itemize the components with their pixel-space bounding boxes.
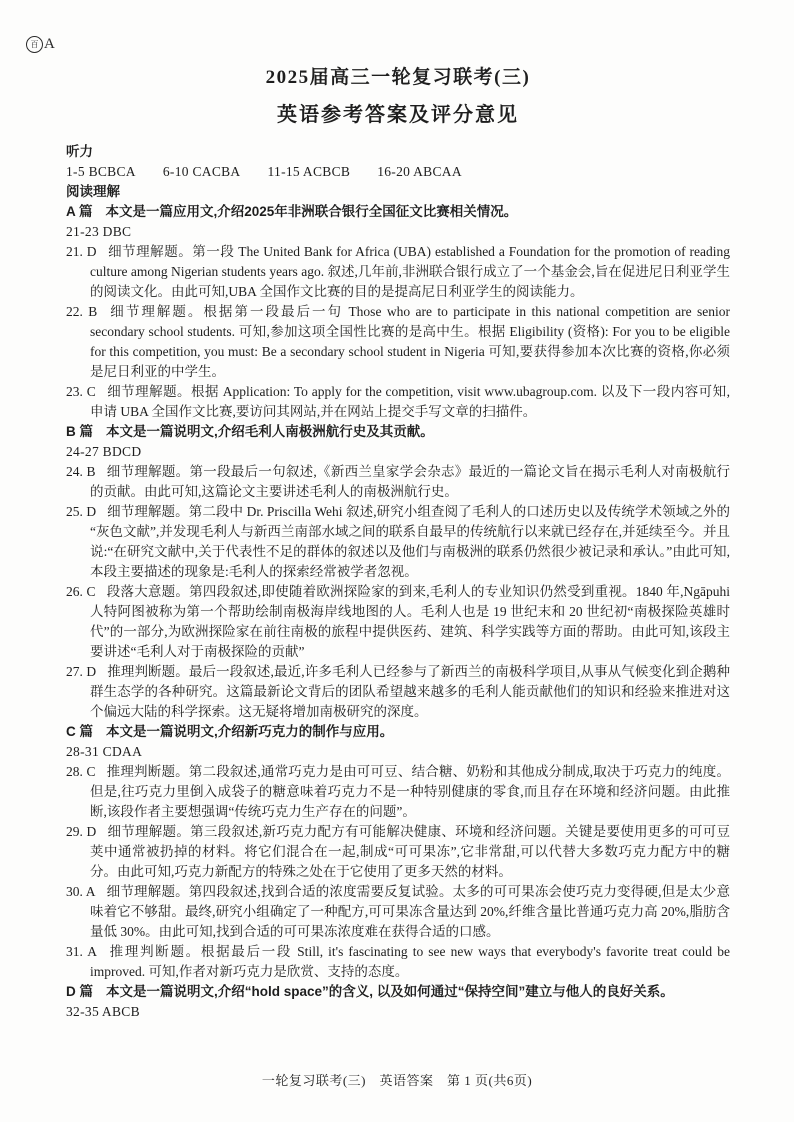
explanation-item: [66, 762, 730, 822]
explanation-item: [66, 942, 730, 982]
passage-summary: [66, 202, 730, 222]
answer-range: 28-31 CDAA: [66, 744, 143, 759]
answer-range: 21-23 DBC: [66, 224, 132, 239]
section-heading: 阅读理解: [66, 184, 120, 199]
passage-label: B 篇: [66, 424, 93, 439]
explanation-item: [66, 662, 730, 722]
answer-sheet-subtitle: 英语参考答案及评分意见: [277, 104, 519, 126]
item-number-answer: 23. C: [66, 384, 96, 399]
item-number-answer: 26. C: [66, 584, 96, 599]
item-number-answer: 24. B: [66, 464, 96, 479]
item-number-answer: 30. A: [66, 884, 96, 899]
logo-circle-icon: 百: [26, 36, 43, 53]
explanation-item: [66, 582, 730, 662]
item-explanation-text: 细节理解题。根据 Application: To apply for the competition, visit www.ubagroup.com. 以及下一段内容可知,申请 UBA 全国作文比赛,要访问其网站,并在网站上提交手写文章的扫描件。: [90, 384, 730, 419]
passage-summary: [66, 422, 730, 442]
answer-key-line: [66, 1002, 730, 1022]
answer-range: 16-20 ABCAA: [377, 164, 462, 179]
answer-range: 1-5 BCBCA: [66, 164, 136, 179]
answer-key-line: [66, 222, 730, 242]
passage-text: 本文是一篇说明文,介绍“hold space”的含义, 以及如何通过“保持空间”建立与他人的良好关系。: [106, 984, 674, 999]
item-number-answer: 21. D: [66, 244, 97, 259]
document-body: [66, 142, 730, 1022]
item-explanation-text: 细节理解题。第一段 The United Bank for Africa (UBA) established a Foundation for the promotion of reading culture among Nigerian students years ago. 叙述,几年前,非洲联合银行成立了一个基金会,旨在促进尼日利亚学生的阅读文化。由此可知,UBA 全国作文比赛的目的是提高尼日利亚学生的阅读能力。: [90, 244, 731, 299]
answer-key-line: [66, 162, 730, 182]
explanation-item: [66, 382, 730, 422]
passage-label: D 篇: [66, 984, 93, 999]
item-explanation-text: 推理判断题。根据最后一段 Still, it's fascinating to see new ways that everybody's favorite treat could be improved. 可知,作者对新巧克力是欣赏、支持的态度。: [90, 944, 730, 979]
section-heading: 听力: [66, 144, 93, 159]
answer-range: 24-27 BDCD: [66, 444, 142, 459]
answer-key-line: [66, 442, 730, 462]
passage-summary: [66, 722, 730, 742]
item-explanation-text: 细节理解题。第二段中 Dr. Priscilla Wehi 叙述,研究小组查阅了毛利人的口述历史以及传统学术领域之外的“灰色文献”,并发现毛利人与新西兰南部水域之间的联系自最早的传统航行以来就已经存在,并延续至今。并且说:“在研究文献中,关于代表性不足的群体的叙述以及他们与南极洲的联系仍然很少被记录和承认。”由此可知,本段主要描述的现象是:毛利人的探索经常被学者忽视。: [90, 504, 730, 579]
passage-label: C 篇: [66, 724, 93, 739]
item-explanation-text: 细节理解题。第三段叙述,新巧克力配方有可能解决健康、环境和经济问题。关键是要使用更多的可可豆荚中通常被扔掉的材料。将它们混合在一起,制成“可可果冻”,它非常甜,可以代替大多数巧克力配方中的糖分。由此可知,巧克力新配方的特殊之处在于它使用了更多天然的材料。: [90, 824, 731, 879]
passage-label: A 篇: [66, 204, 93, 219]
explanation-item: [66, 822, 730, 882]
item-explanation-text: 段落大意题。第四段叙述,即使随着欧洲探险家的到来,毛利人的专业知识仍然受到重视。1840 年,Ngāpuhi 人特阿图被称为第一个帮助绘制南极海岸线地图的人。毛利人也是 19 世纪末和 20 世纪初“南极探险英雄时代”的一部分,为欧洲探险家在前往南极的旅程中提供医药、建筑、科学实践等方面的帮助。由此可知,该段主要讲述“毛利人对于南极探险的贡献”: [90, 584, 730, 659]
item-number-answer: 22. B: [66, 304, 98, 319]
answer-range: 6-10 CACBA: [162, 164, 241, 179]
page-footer: 一轮复习联考(三) 英语答案 第 1 页(共6页): [261, 1073, 533, 1088]
explanation-item: [66, 462, 730, 502]
item-explanation-text: 细节理解题。第四段叙述,找到合适的浓度需要反复试验。太多的可可果冻会使巧克力变得硬,但是太少意味着它不够甜。最终,研究小组确定了一种配方,可可果冻含量达到 20%,纤维含量比普通巧克力高 20%,脂肪含量低 30%。由此可知,找到合适的可可果冻浓度难在获得合适的口感。: [90, 884, 730, 939]
item-number-answer: 25. D: [66, 504, 97, 519]
answer-range: 32-35 ABCB: [66, 1004, 140, 1019]
exam-title: 2025届高三一轮复习联考(三): [265, 67, 531, 88]
passage-text: 本文是一篇应用文,介绍2025年非洲联合银行全国征文比赛相关情况。: [105, 204, 518, 219]
item-explanation-text: 细节理解题。第一段最后一句叙述,《新西兰皇家学会杂志》最近的一篇论文旨在揭示毛利人对南极航行的贡献。由此可知,这篇论文主要讲述毛利人的南极洲航行史。: [90, 464, 730, 499]
logo-letter: A: [44, 36, 55, 52]
publisher-logo: [26, 36, 55, 53]
explanation-item: [66, 242, 730, 302]
item-number-answer: 28. C: [66, 764, 96, 779]
item-number-answer: 31. A: [66, 944, 97, 959]
item-explanation-text: 推理判断题。第二段叙述,通常巧克力是由可可豆、结合糖、奶粉和其他成分制成,取决于巧克力的纯度。但是,往巧克力里倒入成袋子的糖意味着巧克力不是一种特别健康的零食,而且存在环境和经济问题。由此推断,该段作者主要想强调“传统巧克力生产存在的问题”。: [90, 764, 730, 819]
item-number-answer: 29. D: [66, 824, 97, 839]
explanation-item: [66, 882, 730, 942]
passage-summary: [66, 982, 730, 1002]
item-explanation-text: 推理判断题。最后一段叙述,最近,许多毛利人已经参与了新西兰的南极科学项目,从事从气候变化到企鹅种群生态学的各种研究。这篇最新论文背后的团队希望越来越多的毛利人能贡献他们的知识和经验来推进对这个偏远大陆的科学探索。这无疑将增加南极研究的深度。: [90, 664, 730, 719]
item-explanation-text: 细节理解题。根据第一段最后一句 Those who are to participate in this national competition are senior secondary school students. 可知,参加这项全国性比赛的是高中生。根据 Eligibility (资格): For you to be eligible for this competition, you must: Be a secondary school student in Nigeria 可知,要获得参加本次比赛的资格,你必须是尼日利亚的中学生。: [90, 304, 730, 379]
explanation-item: [66, 502, 730, 582]
item-number-answer: 27. D: [66, 664, 97, 679]
passage-text: 本文是一篇说明文,介绍毛利人南极洲航行史及其贡献。: [106, 424, 434, 439]
passage-text: 本文是一篇说明文,介绍新巧克力的制作与应用。: [106, 724, 394, 739]
explanation-item: [66, 302, 730, 382]
answer-range: 11-15 ACBCB: [267, 164, 351, 179]
answer-key-line: [66, 742, 730, 762]
